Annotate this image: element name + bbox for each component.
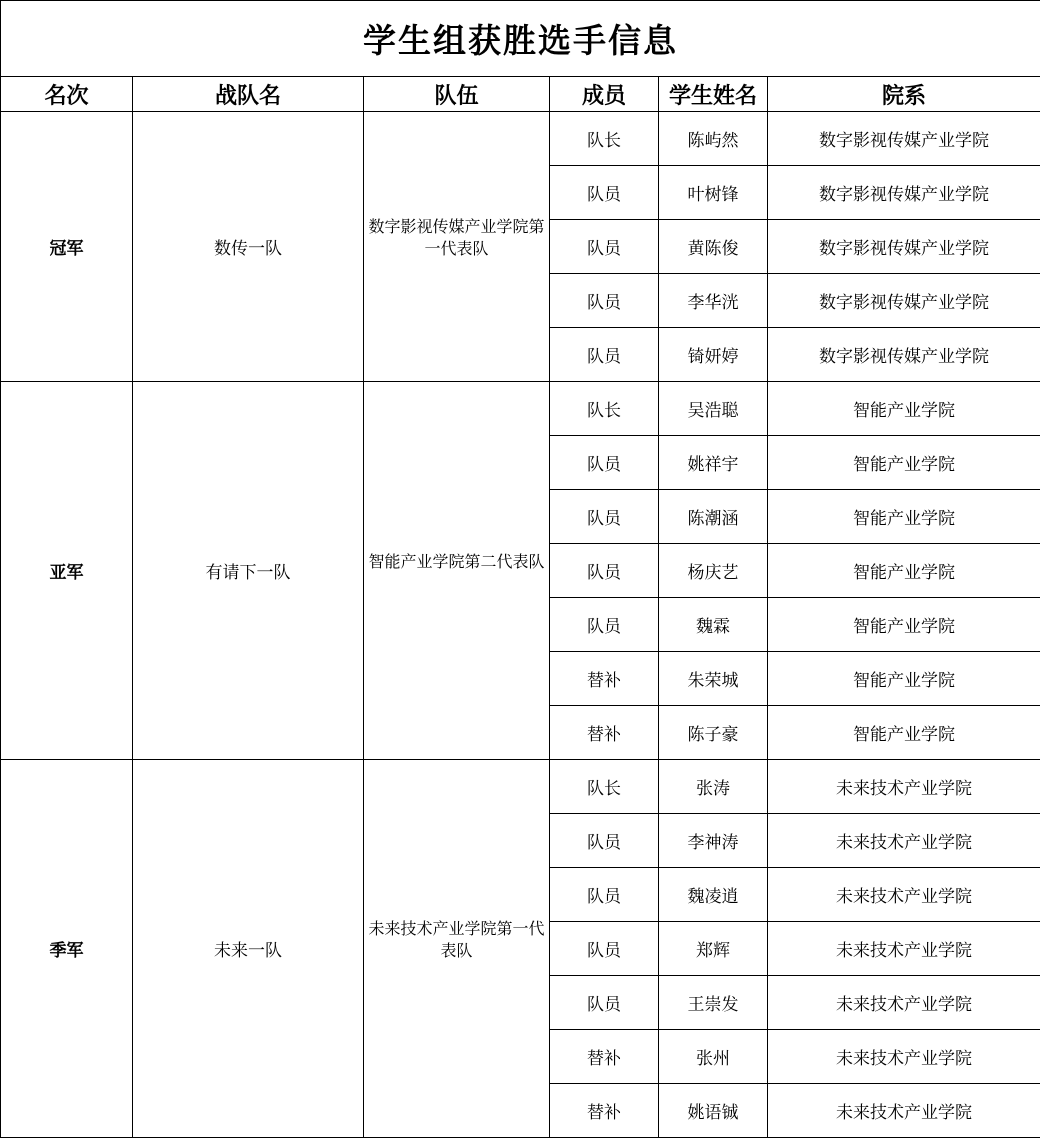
member-role: 队员 <box>550 490 659 544</box>
student-name: 李神涛 <box>659 814 768 868</box>
table-row <box>1 112 1040 166</box>
squad-cell <box>364 112 550 382</box>
member-role: 队员 <box>550 220 659 274</box>
rank-cell: 季军 <box>1 760 133 1138</box>
student-name: 郑辉 <box>659 922 768 976</box>
member-role: 队员 <box>550 814 659 868</box>
student-name: 魏凌逍 <box>659 868 768 922</box>
team-name-cell: 未来一队 <box>133 760 364 1138</box>
college-name: 未来技术产业学院 <box>768 760 1040 814</box>
member-role: 队员 <box>550 328 659 382</box>
squad-label: 未来技术产业学院第一代表队 <box>368 918 545 962</box>
student-name: 陈潮涵 <box>659 490 768 544</box>
college-name: 数字影视传媒产业学院 <box>768 166 1040 220</box>
student-name: 锜妍婷 <box>659 328 768 382</box>
member-role: 替补 <box>550 706 659 760</box>
header-student-name: 学生姓名 <box>659 77 768 112</box>
member-role: 队员 <box>550 436 659 490</box>
member-role: 队员 <box>550 166 659 220</box>
member-role: 替补 <box>550 1030 659 1084</box>
squad-cell <box>364 760 550 1138</box>
student-name: 杨庆艺 <box>659 544 768 598</box>
student-name: 张州 <box>659 1030 768 1084</box>
header-role: 成员 <box>550 77 659 112</box>
college-name: 数字影视传媒产业学院 <box>768 274 1040 328</box>
college-name: 数字影视传媒产业学院 <box>768 328 1040 382</box>
student-name: 叶树锋 <box>659 166 768 220</box>
student-name: 王崇发 <box>659 976 768 1030</box>
page-title: 学生组获胜选手信息 <box>1 1 1040 77</box>
college-name: 未来技术产业学院 <box>768 976 1040 1030</box>
member-role: 队长 <box>550 760 659 814</box>
student-name: 李华洸 <box>659 274 768 328</box>
student-name: 吴浩聪 <box>659 382 768 436</box>
header-rank: 名次 <box>1 77 133 112</box>
title-row <box>1 1 1040 77</box>
header-team-name: 战队名 <box>133 77 364 112</box>
college-name: 数字影视传媒产业学院 <box>768 220 1040 274</box>
student-name: 陈子豪 <box>659 706 768 760</box>
student-name: 姚祥宇 <box>659 436 768 490</box>
squad-cell <box>364 382 550 760</box>
header-college: 院系 <box>768 77 1040 112</box>
college-name: 智能产业学院 <box>768 490 1040 544</box>
college-name: 智能产业学院 <box>768 544 1040 598</box>
member-role: 队长 <box>550 382 659 436</box>
member-role: 队员 <box>550 544 659 598</box>
college-name: 未来技术产业学院 <box>768 1030 1040 1084</box>
member-role: 替补 <box>550 1084 659 1138</box>
table-row <box>1 382 1040 436</box>
student-name: 朱荣城 <box>659 652 768 706</box>
student-name: 陈屿然 <box>659 112 768 166</box>
member-role: 队员 <box>550 274 659 328</box>
member-role: 队员 <box>550 598 659 652</box>
college-name: 智能产业学院 <box>768 706 1040 760</box>
squad-label: 数字影视传媒产业学院第一代表队 <box>368 216 545 260</box>
member-role: 替补 <box>550 652 659 706</box>
team-name-cell: 数传一队 <box>133 112 364 382</box>
header-squad: 队伍 <box>364 77 550 112</box>
student-name: 姚语铖 <box>659 1084 768 1138</box>
college-name: 智能产业学院 <box>768 598 1040 652</box>
college-name: 智能产业学院 <box>768 382 1040 436</box>
header-row <box>1 77 1040 112</box>
college-name: 智能产业学院 <box>768 436 1040 490</box>
member-role: 队员 <box>550 922 659 976</box>
college-name: 智能产业学院 <box>768 652 1040 706</box>
member-role: 队员 <box>550 976 659 1030</box>
student-name: 魏霖 <box>659 598 768 652</box>
table-row <box>1 760 1040 814</box>
college-name: 未来技术产业学院 <box>768 1084 1040 1138</box>
squad-label: 智能产业学院第二代表队 <box>368 551 545 573</box>
student-name: 黄陈俊 <box>659 220 768 274</box>
college-name: 未来技术产业学院 <box>768 814 1040 868</box>
team-name-cell: 有请下一队 <box>133 382 364 760</box>
college-name: 数字影视传媒产业学院 <box>768 112 1040 166</box>
rank-cell: 亚军 <box>1 382 133 760</box>
member-role: 队员 <box>550 868 659 922</box>
college-name: 未来技术产业学院 <box>768 922 1040 976</box>
rank-cell: 冠军 <box>1 112 133 382</box>
college-name: 未来技术产业学院 <box>768 868 1040 922</box>
member-role: 队长 <box>550 112 659 166</box>
student-name: 张涛 <box>659 760 768 814</box>
